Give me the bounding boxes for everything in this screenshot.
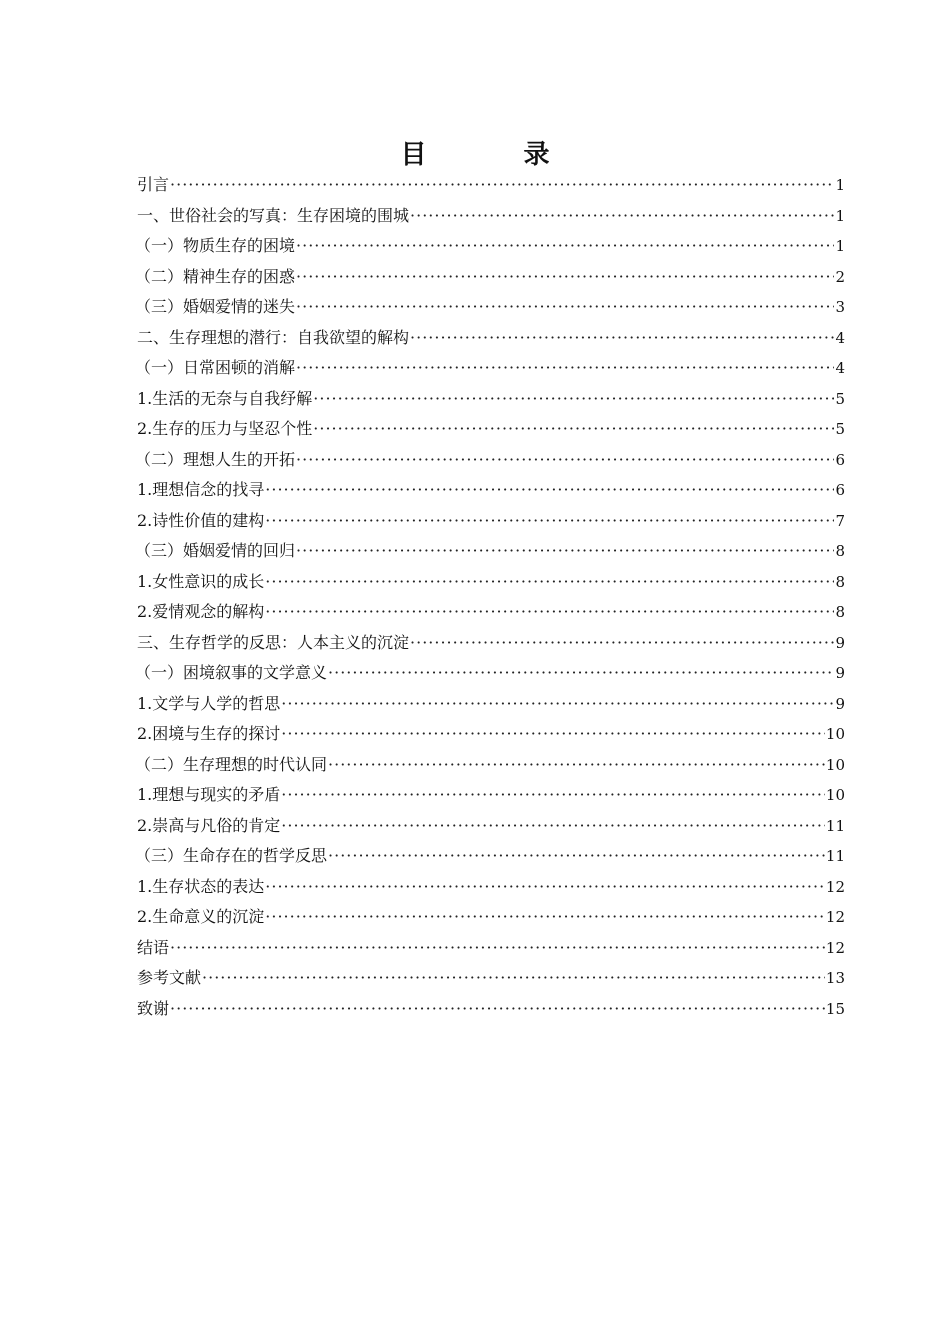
- toc-entry-page: 13: [825, 969, 845, 987]
- dot-leader: [296, 262, 834, 293]
- dot-leader: [328, 841, 825, 872]
- toc-entry-label: 1.生存状态的表达: [137, 876, 265, 896]
- toc-entry-label: （一）日常困顿的消解: [135, 358, 296, 377]
- toc-entry-page: 12: [825, 908, 845, 926]
- toc-entry-label: 1.理想与现实的矛盾: [137, 785, 281, 804]
- toc-entry[interactable]: [137, 933, 845, 964]
- dot-leader: [281, 780, 825, 811]
- toc-entry[interactable]: [137, 323, 845, 354]
- toc-entry-page: 8: [835, 572, 845, 591]
- toc-entry-label: 1.女性意识的成长: [137, 571, 265, 591]
- toc-entry-label: 致谢: [137, 998, 170, 1018]
- toc-entry[interactable]: [137, 902, 845, 933]
- toc-entry[interactable]: [137, 719, 845, 750]
- toc-entry[interactable]: [137, 353, 845, 384]
- dot-leader: [328, 750, 825, 781]
- toc-entry-label: （三）婚姻爱情的回归: [135, 541, 296, 560]
- dot-leader: [202, 963, 825, 994]
- toc-entry[interactable]: [137, 811, 845, 842]
- toc-entry-page: 10: [825, 725, 845, 743]
- toc-entry-page: 11: [825, 816, 845, 835]
- toc-entry-page: 9: [835, 633, 845, 652]
- toc-entry-page: 8: [835, 542, 845, 560]
- toc-entry-label: 2.崇高与凡俗的肯定: [137, 815, 281, 835]
- toc-entry[interactable]: [137, 201, 845, 232]
- toc-entry-label: 2.生命意义的沉淀: [137, 907, 265, 926]
- toc-entry[interactable]: [137, 414, 845, 445]
- toc-entry-page: 12: [825, 938, 845, 957]
- toc-entry-label: （三）生命存在的哲学反思: [135, 846, 328, 865]
- toc-entry[interactable]: [137, 384, 845, 415]
- toc-entry-page: 7: [835, 511, 845, 530]
- toc-entry-page: 6: [835, 481, 845, 499]
- dot-leader: [410, 628, 834, 659]
- dot-leader: [296, 292, 834, 323]
- dot-leader: [281, 719, 825, 750]
- toc-entry-page: 10: [825, 786, 845, 804]
- dot-leader: [265, 872, 825, 903]
- dot-leader: [296, 445, 834, 476]
- toc-entry-page: 1: [835, 237, 845, 255]
- toc-entry-label: （一）困境叙事的文学意义: [135, 663, 328, 682]
- dot-leader: [410, 201, 834, 232]
- toc-entry-label: 1.生活的无奈与自我纾解: [137, 388, 313, 408]
- toc-entry-page: 8: [835, 603, 845, 621]
- toc-entry[interactable]: [137, 231, 845, 262]
- dot-leader: [328, 658, 834, 689]
- toc-entry-label: 引言: [137, 175, 170, 194]
- toc-entry[interactable]: [137, 689, 845, 720]
- toc-entry-label: 2.诗性价值的建构: [137, 510, 265, 530]
- toc-entry-label: 1.文学与人学的哲思: [137, 693, 281, 713]
- toc-entry[interactable]: [137, 994, 845, 1025]
- toc-entry[interactable]: [137, 262, 845, 293]
- dot-leader: [170, 170, 834, 201]
- toc-entry-page: 4: [835, 328, 845, 347]
- dot-leader: [313, 414, 834, 445]
- toc-entry-page: 4: [835, 359, 845, 377]
- dot-leader: [410, 323, 834, 354]
- page-title: 目 录: [400, 140, 594, 170]
- dot-leader: [265, 567, 834, 598]
- toc-entry-page: 1: [835, 176, 845, 194]
- toc-entry-label: 三、生存哲学的反思：人本主义的沉淀: [137, 632, 410, 652]
- dot-leader: [265, 475, 834, 506]
- dot-leader: [313, 384, 834, 415]
- toc-entry[interactable]: [137, 445, 845, 476]
- dot-leader: [296, 231, 834, 262]
- toc-entry-label: 2.困境与生存的探讨: [137, 724, 281, 743]
- toc-entry-label: （二）生存理想的时代认同: [135, 754, 328, 774]
- toc-entry-page: 5: [835, 389, 845, 408]
- dot-leader: [170, 994, 825, 1025]
- toc-entry[interactable]: [137, 872, 845, 903]
- dot-leader: [296, 536, 834, 567]
- toc-entry-page: 10: [825, 755, 845, 774]
- toc-entry-label: （二）精神生存的困惑: [135, 266, 296, 286]
- toc-entry-label: 1.理想信念的找寻: [137, 480, 265, 499]
- toc-entry-label: 2.爱情观念的解构: [137, 602, 265, 621]
- toc-entry-page: 6: [835, 450, 845, 469]
- dot-leader: [296, 353, 834, 384]
- toc-entry[interactable]: [137, 750, 845, 781]
- toc-entry-label: （二）理想人生的开拓: [135, 449, 296, 469]
- dot-leader: [265, 506, 834, 537]
- dot-leader: [170, 933, 825, 964]
- toc-entry-label: 2.生存的压力与坚忍个性: [137, 419, 313, 438]
- toc-entry[interactable]: [137, 170, 845, 201]
- toc-entry[interactable]: [137, 841, 845, 872]
- toc-entry[interactable]: [137, 475, 845, 506]
- toc-entry[interactable]: [137, 780, 845, 811]
- toc-entry[interactable]: [137, 597, 845, 628]
- toc-entry-page: 9: [835, 694, 845, 713]
- toc-entry-label: 一、世俗社会的写真：生存困境的围城: [137, 205, 410, 225]
- toc-entry[interactable]: [137, 658, 845, 689]
- toc-entry-page: 9: [835, 664, 845, 682]
- dot-leader: [265, 902, 825, 933]
- toc-entry[interactable]: [137, 567, 845, 598]
- toc-entry-page: 11: [825, 847, 845, 865]
- toc-entry[interactable]: [137, 536, 845, 567]
- dot-leader: [281, 689, 834, 720]
- toc-entry-page: 1: [835, 206, 845, 225]
- dot-leader: [281, 811, 825, 842]
- toc-entry-label: 二、生存理想的潜行：自我欲望的解构: [137, 327, 410, 347]
- toc-entry-page: 2: [835, 267, 845, 286]
- toc-entry-label: （三）婚姻爱情的迷失: [135, 297, 296, 316]
- toc-entry-page: 3: [835, 298, 845, 316]
- toc-entry-label: 参考文献: [137, 968, 202, 987]
- toc-entry-page: 5: [835, 420, 845, 438]
- table-of-contents: [137, 170, 845, 1024]
- toc-entry[interactable]: [137, 506, 845, 537]
- toc-entry-label: 结语: [137, 937, 170, 957]
- toc-entry[interactable]: [137, 628, 845, 659]
- toc-entry-label: （一）物质生存的困境: [135, 236, 296, 255]
- toc-entry-page: 15: [825, 999, 845, 1018]
- toc-entry[interactable]: [137, 963, 845, 994]
- toc-entry-page: 12: [825, 877, 845, 896]
- toc-entry[interactable]: [137, 292, 845, 323]
- dot-leader: [265, 597, 834, 628]
